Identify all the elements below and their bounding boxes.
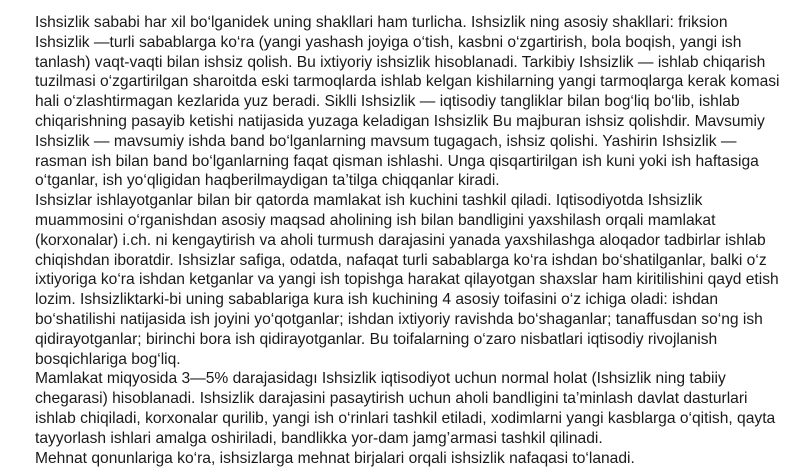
paragraph-unemployed-categories: Ishsizlar ishlayotganlar bilan bir qatorda mamlakat ish kuchini tashkil qiladi. Iqtisodiyotda Ishsizlik muammosini o‘rganishdan asosiy maqsad aholining ish bilan bandligini yaxshilash orqali mamlakat (korxonalar) i.ch. ni kengaytirish va aholi turmush darajasini yanada yaxshilashga aloqador tadbirlar ishlab chiqishdan iboratdir. Ishsizlar safiga, odatda, nafaqat turli sabablarga ko‘ra ishdan bo‘shatilganlar, balki o‘z ixtiyoriga ko‘ra ishdan ketganlar va yangi ish topishga harakat qilayotgan shaxslar ham kiritilishini qayd etish lozim. Ishsizliktarki-bi uning sabablariga kura ish kuchining 4 asosiy toifasini o‘z ichiga oladi: ishdan bo‘shatilishi natijasida ish joyini yo‘qotganlar; ishdan ixtiyoriy ravishda bo‘shaganlar; tanaffusdan so‘ng ish qidirayotganlar; birinchi bora ish qidirayotganlar. Bu toifalarning o‘zaro nisbatlari iqtisodiy rivojlanish bosqichlariga bog‘liq. xyxy=(35,192,779,368)
document-body xyxy=(35,13,780,468)
paragraph-labor-law: Mehnat qonunlariga ko‘ra, ishsizlarga mehnat birjalari orqali ishsizlik nafaqasi to‘lanadi. xyxy=(35,449,635,467)
paragraph-unemployment-forms: Ishsizlik sababi har xil bo‘lganidek uning shakllari ham turlicha. Ishsizlik ning asosiy shakllari: friksion Ishsizlik —turli sabablarga ko‘ra (yangi yashash joyiga o‘tish, kasbni o‘zgartirish, bola boqish, yangi ish tanlash) vaqt-vaqti bilan ishsiz qolish. Bu ixtiyoriy ishsizlik hisoblanadi. Tarkibiy Ishsizlik — ishlab chiqarish tuzilmasi o‘zgartirilgan sharoitda eski tarmoqlarda ishlab kelgan kishilarning yangi tarmoqlarga kerak komasi hali o‘zlashtirmagan kezlarida yuz beradi. Sikllі Ishsizlik — iqtisodiy tangliklar bilan bog‘liq bo‘lib, ishlab chiqarishning pasayib ketishi natijasida yuzaga keladigan Ishsizlik Bu majburan ishsiz qolishdir. Mavsumiy Ishsizlik — mavsumiy ishda band bo‘lganlarning mavsum tugagach, ishsiz qolishi. Yashirin Ishsizlik — rasman ish bilan band bo‘lganlarning faqat qisman ishlashi. Unga qisqartirilgan ish kuni yoki ish haftasiga o‘tganlar, ish yo‘qligidan haqberilmaydigan ta’tilga chiqqanlar kiradi. xyxy=(35,14,780,190)
paragraph-natural-rate: Mamlakat miqyosida 3—5% darajasidagı Ishsizlik iqtisodiyot uchun normal holat (Ishsizlik ning tabiiy chegarasi) hisoblanadi. Ishsizlik darajasini pasaytirish uchun aholi bandligini ta’minlash davlat dasturlari ishlab chiqiladi, korxonalar qurilib, yangi ish o‘rinlari tashkil etiladi, xodimlarni yangi kasblarga o‘qitish, qayta tayyorlash ishlari amalga oshiriladi, bandlikka yor-dam jamg’armasi tashkil qilinadi. xyxy=(35,370,776,447)
